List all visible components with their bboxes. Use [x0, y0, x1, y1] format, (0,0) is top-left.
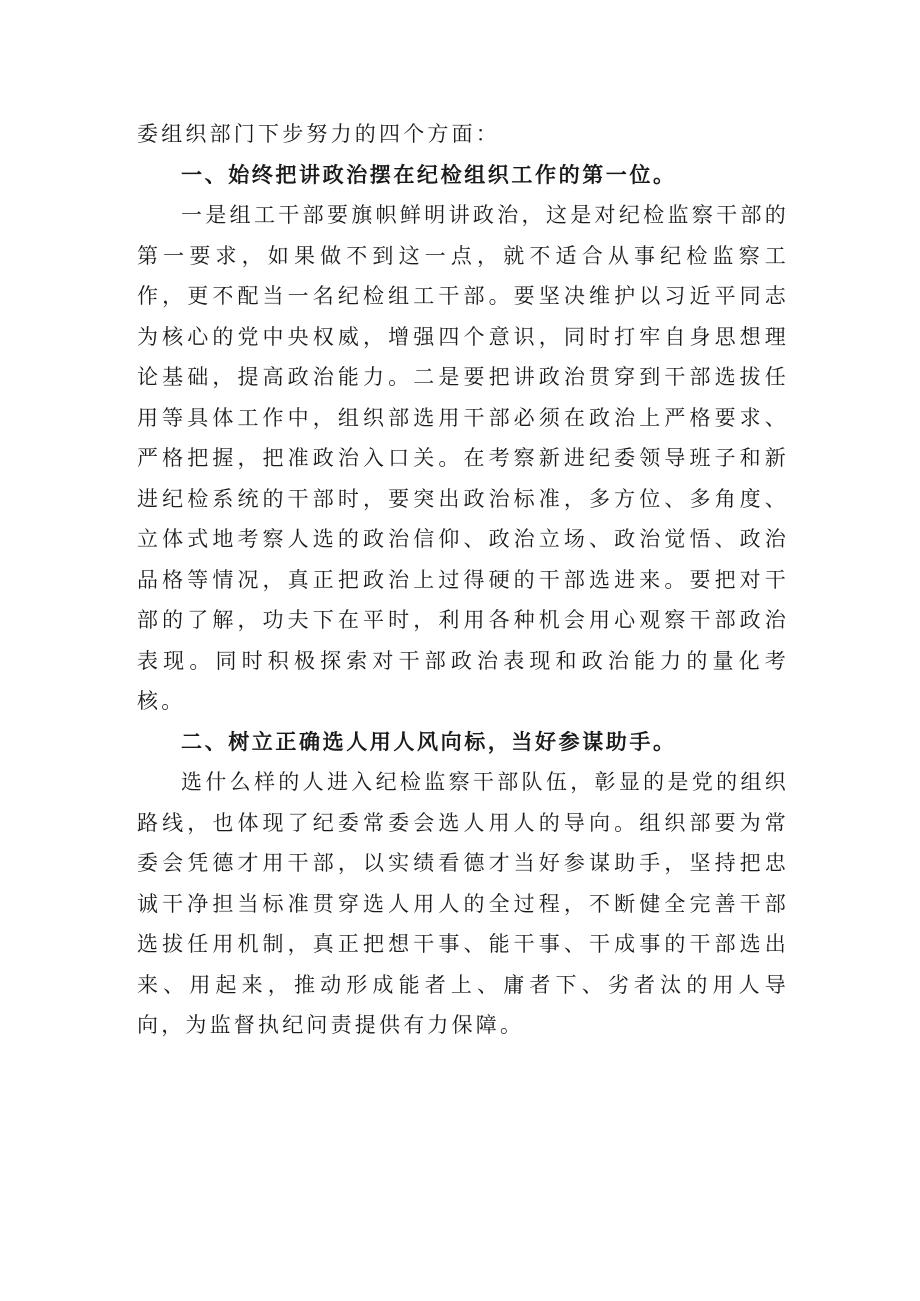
section-heading-1: 一、始终把讲政治摆在纪检组织工作的第一位。 [181, 162, 677, 187]
section-heading-2: 二、树立正确选人用人风向标，当好参谋助手。 [181, 729, 677, 754]
paragraph-continuation: 委组织部门下步努力的四个方面： [137, 122, 500, 146]
body-paragraph-1: 一是组工干部要旗帜鲜明讲政治，这是对纪检监察干部的第一要求，如果做不到这一点，就不适合从事纪检监察工作，更不配当一名纪检组工干部。要坚决维护以习近平同志为核心的党中央权威，增强四个意识，同时打牢自身思想理论基础，提高政治能力。二是要把讲政治贯穿到干部选拔任用等具体工作中，组织部选用干部必须在政治上严格要求、严格把握，把准政治入口关。在考察新进纪委领导班子和新进纪检系统的干部时，要突出政治标准，多方位、多角度、立体式地考察人选的政治信仰、政治立场、政治觉悟、政治品格等情况，真正把政治上过得硬的干部选进来。要把对干部的了解，功夫下在平时，利用各种机会用心观察干部政治表现。同时积极探索对干部政治表现和政治能力的量化考核。 [137, 203, 789, 713]
document-body [137, 114, 789, 1046]
body-paragraph-2: 选什么样的人进入纪检监察干部队伍，彰显的是党的组织路线，也体现了纪委常委会选人用人的导向。组织部要为常委会凭德才用干部，以实绩看德才当好参谋助手，坚持把忠诚干净担当标准贯穿选人用人的全过程，不断健全完善干部选拔任用机制，真正把想干事、能干事、干成事的干部选出来、用起来，推动形成能者上、庸者下、劣者汰的用人导向，为监督执纪问责提供有力保障。 [137, 770, 789, 1037]
